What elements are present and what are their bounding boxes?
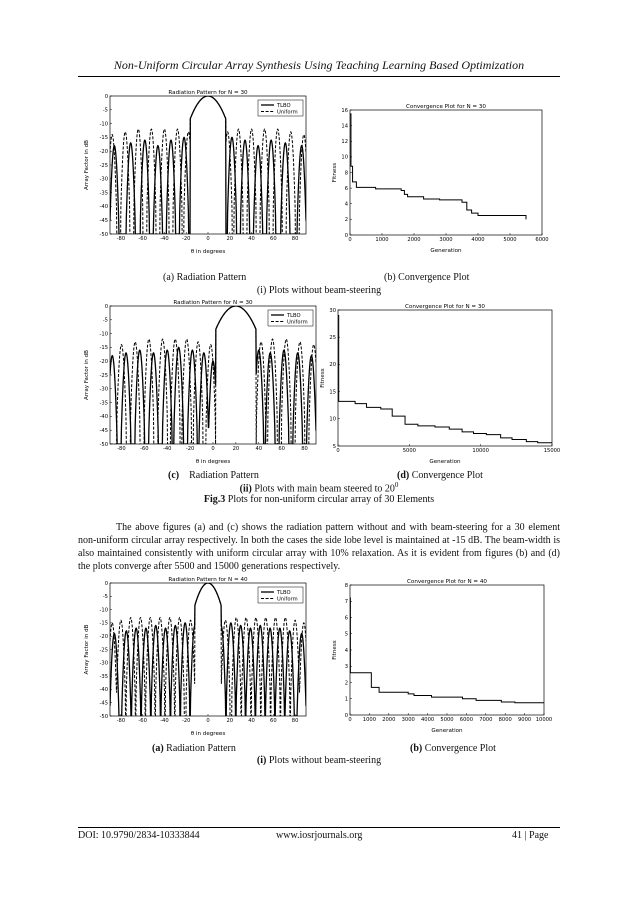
y-tick-label: 0 [104, 93, 108, 100]
chart-title: Convergence Plot for N = 30 [405, 304, 485, 310]
y-tick-label: -35 [99, 673, 108, 680]
y-tick-label: -5 [102, 317, 108, 324]
x-tick-label: 5000 [503, 237, 517, 243]
caption-b-convergence-plot: (b) Convergence Plot [384, 272, 470, 283]
x-tick-label: 3000 [401, 717, 415, 723]
legend-label: TLBO [277, 102, 291, 109]
y-tick-label: 14 [341, 123, 348, 130]
y-tick-label: 5 [332, 443, 336, 450]
x-tick-label: 5000 [402, 448, 416, 454]
y-axis-label: Fitness [332, 162, 338, 183]
y-tick-label: -40 [99, 204, 108, 211]
y-tick-label: -50 [99, 441, 108, 448]
convergence-plot-2 [318, 300, 561, 466]
x-tick-label: 4000 [471, 237, 485, 243]
caption-a-radiation-pattern-2: (a) Radiation Pattern [152, 743, 236, 754]
plot-frame [338, 310, 552, 446]
footer-page-number: 41 | Page [512, 830, 549, 841]
y-tick-label: -20 [99, 149, 108, 155]
x-tick-label: -20 [181, 236, 191, 242]
y-axis-label: Array Factor in dB [84, 624, 90, 675]
y-tick-label: 16 [341, 107, 348, 114]
header-rule [78, 76, 560, 77]
series-line-tlbo [110, 306, 316, 444]
caption-ii-with-steering: (ii) Plots with main beam steered to $20^0$ [239, 481, 399, 495]
y-axis-label: Fitness [320, 368, 326, 388]
x-tick-label: -20 [185, 446, 195, 452]
y-tick-label: 25 [329, 335, 336, 341]
x-axis-label: Generation [429, 459, 461, 465]
y-tick-label: 15 [329, 389, 336, 396]
chart-title: Radiation Pattern for N = 30 [168, 90, 248, 96]
y-tick-label: 5 [344, 631, 348, 638]
y-tick-label: 2 [344, 217, 348, 224]
y-tick-label: 1 [344, 696, 348, 703]
x-tick-label: 60 [278, 446, 285, 452]
x-tick-label: 20 [226, 236, 234, 242]
y-tick-label: -30 [99, 660, 108, 667]
radiation-pattern-plot-1 [82, 86, 312, 256]
y-tick-label: -10 [99, 331, 108, 338]
x-tick-label: 20 [226, 718, 234, 724]
x-tick-label: 40 [248, 718, 255, 724]
body-paragraph: The above figures (a) and (c) shows the radiation pattern without and with beam-steering for a 30 element non-uniform circular array respectively. In both the cases the side lobe level is maintained at -15 dB. The beam-width is also maintained consistently with uniform circular array with 10% relaxation. As it is evident from figures (b) and (d) the plots converge after 5500 and 15000 generations respectively. [78, 522, 560, 572]
y-tick-label: 8 [344, 582, 348, 589]
radiation-pattern-plot-3 [82, 573, 312, 738]
radiation-pattern-plot-2 [82, 296, 322, 466]
y-tick-label: 10 [341, 154, 348, 161]
x-tick-label: 1000 [375, 237, 389, 243]
x-tick-label: 7000 [479, 717, 493, 723]
y-tick-label: 6 [344, 185, 348, 192]
running-header: Non-Uniform Circular Array Synthesis Using Teaching Learning Based Optimization [113, 58, 525, 72]
x-tick-label: -60 [140, 446, 149, 452]
x-tick-label: 0 [211, 446, 215, 452]
x-axis-label: θ in degrees [195, 459, 231, 465]
x-tick-label: 0 [206, 236, 210, 242]
y-tick-label: 0 [104, 580, 108, 587]
y-tick-label: -30 [99, 176, 108, 183]
x-tick-label: 0 [206, 718, 210, 724]
y-tick-label: 7 [344, 599, 348, 606]
y-tick-label: 10 [329, 416, 336, 423]
plot-frame [350, 110, 542, 235]
caption-a-radiation-pattern: (a) Radiation Pattern [163, 272, 247, 283]
y-tick-label: -35 [99, 400, 108, 407]
x-tick-label: 8000 [498, 717, 512, 723]
y-tick-label: 0 [344, 712, 348, 719]
x-tick-label: -80 [116, 718, 126, 724]
x-axis-label: θ in degrees [190, 731, 226, 737]
x-tick-label: -40 [160, 236, 169, 242]
x-tick-label: 4000 [420, 717, 435, 723]
caption-i-without-steering-2: (i) Plots without beam-steering [256, 755, 382, 766]
y-tick-label: -25 [99, 372, 108, 379]
y-tick-label: -25 [99, 162, 108, 169]
caption-d-convergence-plot: (d) Convergence Plot [397, 470, 483, 481]
x-axis-label: Generation [430, 248, 462, 254]
y-tick-label: -10 [99, 121, 108, 128]
y-tick-label: -5 [102, 107, 108, 114]
figure-3-caption: Fig.3 Plots for non-uniform circular array of 30 Elements [203, 494, 435, 505]
x-tick-label: 60 [270, 718, 277, 724]
caption-i-without-steering: (i) Plots without beam-steering [256, 285, 382, 296]
x-tick-label: 0 [348, 717, 352, 723]
y-tick-label: -40 [99, 414, 108, 421]
x-tick-label: -80 [117, 446, 126, 452]
x-tick-label: 40 [248, 236, 255, 242]
x-tick-label: -40 [160, 718, 169, 724]
y-tick-label: 4 [344, 647, 348, 654]
legend-label: Uniform [277, 596, 298, 603]
y-tick-label: -15 [99, 345, 108, 352]
caption-c-radiation-pattern: (c) Radiation Pattern [168, 470, 259, 481]
x-tick-label: 80 [291, 718, 299, 724]
y-tick-label: 0 [104, 303, 108, 310]
x-tick-label: 2000 [382, 717, 396, 723]
x-axis-label: θ in degrees [190, 249, 226, 255]
chart-title: Convergence Plot for N = 40 [407, 579, 487, 585]
series-line-fitness [350, 114, 526, 219]
x-tick-label: 40 [255, 446, 263, 452]
series-line-uniform [110, 306, 316, 444]
footer-doi: DOI: 10.9790/2834-10333844 [78, 830, 200, 841]
x-tick-label: 9000 [517, 717, 532, 723]
series-line-fitness [350, 598, 544, 703]
x-tick-label: -60 [138, 718, 147, 724]
y-tick-label: 12 [341, 139, 348, 146]
x-tick-label: 15000 [543, 448, 561, 454]
y-tick-label: 4 [344, 201, 348, 208]
x-tick-label: 5000 [440, 717, 454, 723]
y-tick-label: -45 [99, 218, 108, 224]
x-tick-label: 10000 [472, 448, 489, 454]
x-tick-label: 60 [270, 236, 277, 242]
y-tick-label: 0 [344, 232, 348, 239]
x-tick-label: -80 [116, 236, 126, 242]
plot-frame [110, 96, 306, 234]
y-tick-label: -25 [99, 647, 108, 654]
y-tick-label: -30 [99, 386, 108, 393]
series-line-fitness [338, 315, 552, 442]
x-tick-label: 0 [336, 448, 340, 454]
x-tick-label: 20 [232, 446, 240, 452]
y-tick-label: 6 [344, 615, 348, 622]
plot-frame [350, 585, 544, 715]
y-axis-label: Array Factor in dB [84, 349, 90, 401]
x-tick-label: 6000 [535, 237, 549, 243]
y-tick-label: -50 [99, 231, 108, 238]
x-tick-label: 2000 [407, 237, 421, 243]
legend-label: TLBO [287, 312, 301, 319]
x-tick-label: 0 [348, 237, 352, 243]
chart-title: Convergence Plot for N = 30 [406, 104, 486, 110]
x-tick-label: -20 [181, 718, 191, 724]
chart-title: Radiation Pattern for N = 40 [168, 577, 248, 583]
series-line-tlbo [110, 96, 306, 234]
series-line-uniform [110, 96, 306, 234]
caption-b-convergence-plot-2: (b) Convergence Plot [410, 743, 496, 754]
convergence-plot-3 [330, 575, 553, 735]
y-tick-label: -20 [99, 634, 108, 640]
legend-label: Uniform [277, 109, 298, 116]
plot-frame [110, 306, 316, 444]
chart-title: Radiation Pattern for N = 30 [173, 300, 253, 306]
x-axis-label: Generation [431, 728, 463, 734]
y-tick-label: -15 [99, 135, 108, 142]
y-tick-label: -35 [99, 190, 108, 197]
y-tick-label: -5 [102, 594, 108, 601]
x-tick-label: 80 [301, 446, 308, 452]
x-tick-label: -60 [138, 236, 147, 242]
y-axis-label: Array Factor in dB [84, 139, 90, 191]
y-tick-label: 8 [344, 170, 348, 177]
x-tick-label: -40 [162, 446, 172, 452]
y-tick-label: 2 [344, 680, 348, 687]
footer-url: www.iosrjournals.org [276, 830, 363, 841]
y-tick-label: -50 [99, 713, 108, 720]
legend-label: TLBO [277, 589, 291, 596]
y-tick-label: 3 [344, 664, 348, 671]
footer-rule [78, 827, 560, 828]
y-tick-label: -45 [99, 700, 108, 707]
x-tick-label: 10000 [535, 717, 553, 723]
x-tick-label: 6000 [459, 717, 474, 723]
y-tick-label: -45 [99, 428, 108, 434]
y-tick-label: -15 [99, 620, 108, 627]
y-tick-label: -10 [99, 607, 108, 614]
x-tick-label: 80 [291, 236, 299, 242]
y-tick-label: -40 [99, 687, 108, 694]
y-tick-label: 20 [329, 362, 336, 369]
y-tick-label: 30 [329, 307, 336, 314]
legend-label: Uniform [287, 319, 308, 326]
y-axis-label: Fitness [332, 640, 338, 660]
x-tick-label: 1000 [362, 717, 377, 723]
y-tick-label: -20 [99, 359, 108, 365]
convergence-plot-1 [330, 100, 548, 255]
x-tick-label: 3000 [439, 237, 453, 243]
